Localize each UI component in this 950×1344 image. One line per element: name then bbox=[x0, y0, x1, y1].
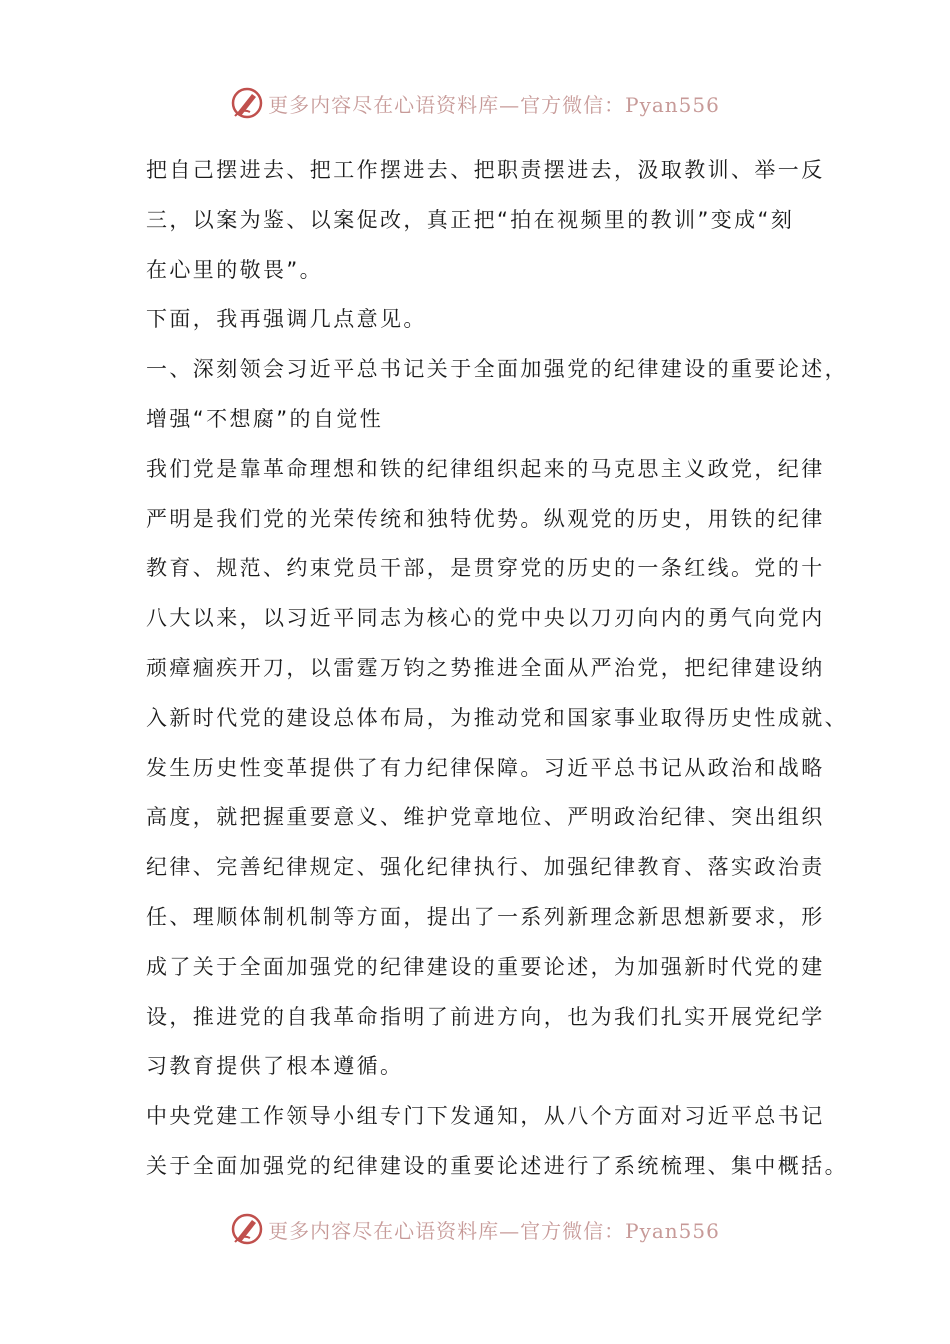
text-line: 教育、规范、约束党员干部，是贯穿党的历史的一条红线。党的十 bbox=[146, 556, 825, 581]
pen-logo-icon bbox=[230, 86, 264, 120]
header-watermark bbox=[0, 83, 950, 123]
text-line: 发生历史性变革提供了有力纪律保障。习近平总书记从政治和战略 bbox=[146, 755, 825, 780]
text-line: 入新时代党的建设总体布局，为推动党和国家事业取得历史性成就、 bbox=[146, 705, 848, 730]
footer-watermark bbox=[0, 1209, 950, 1249]
text-line: 习教育提供了根本遵循。 bbox=[146, 1054, 404, 1079]
text-line: 任、理顺体制机制等方面，提出了一系列新理念新思想新要求，形 bbox=[146, 904, 825, 929]
text-line: 在心里的敬畏”。 bbox=[146, 257, 324, 282]
text-line: 关于全面加强党的纪律建设的重要论述进行了系统梳理、集中概括。 bbox=[146, 1153, 848, 1178]
text-line: 纪律、完善纪律规定、强化纪律执行、加强纪律教育、落实政治责 bbox=[146, 855, 825, 880]
watermark-text: 更多内容尽在心语资料库—官方微信：Pyan556 bbox=[268, 1218, 720, 1243]
text-line: 成了关于全面加强党的纪律建设的重要论述，为加强新时代党的建 bbox=[146, 954, 825, 979]
text-line: 三，以案为鉴、以案促改，真正把“拍在视频里的教训”变成“刻 bbox=[146, 207, 795, 232]
text-line: 高度，就把握重要意义、维护党章地位、严明政治纪律、突出组织 bbox=[146, 805, 825, 830]
watermark-text: 更多内容尽在心语资料库—官方微信：Pyan556 bbox=[268, 92, 720, 117]
text-line: 严明是我们党的光荣传统和独特优势。纵观党的历史，用铁的纪律 bbox=[146, 506, 825, 531]
section-heading-line: 一、深刻领会习近平总书记关于全面加强党的纪律建设的重要论述， bbox=[146, 357, 848, 382]
text-line: 我们党是靠革命理想和铁的纪律组织起来的马克思主义政党，纪律 bbox=[146, 456, 825, 481]
text-line: 下面，我再强调几点意见。 bbox=[146, 307, 427, 332]
document-body bbox=[146, 149, 848, 1195]
text-line: 设，推进党的自我革命指明了前进方向，也为我们扎实开展党纪学 bbox=[146, 1004, 825, 1029]
text-line: 八大以来，以习近平同志为核心的党中央以刀刃向内的勇气向党内 bbox=[146, 606, 825, 631]
section-heading-line: 增强“不想腐”的自觉性 bbox=[146, 406, 384, 431]
text-line: 顽瘴痼疾开刀，以雷霆万钧之势推进全面从严治党，把纪律建设纳 bbox=[146, 655, 825, 680]
text-line: 中央党建工作领导小组专门下发通知，从八个方面对习近平总书记 bbox=[146, 1104, 825, 1129]
pen-logo-icon bbox=[230, 1212, 264, 1246]
text-line: 把自己摆进去、把工作摆进去、把职责摆进去，汲取教训、举一反 bbox=[146, 158, 825, 182]
